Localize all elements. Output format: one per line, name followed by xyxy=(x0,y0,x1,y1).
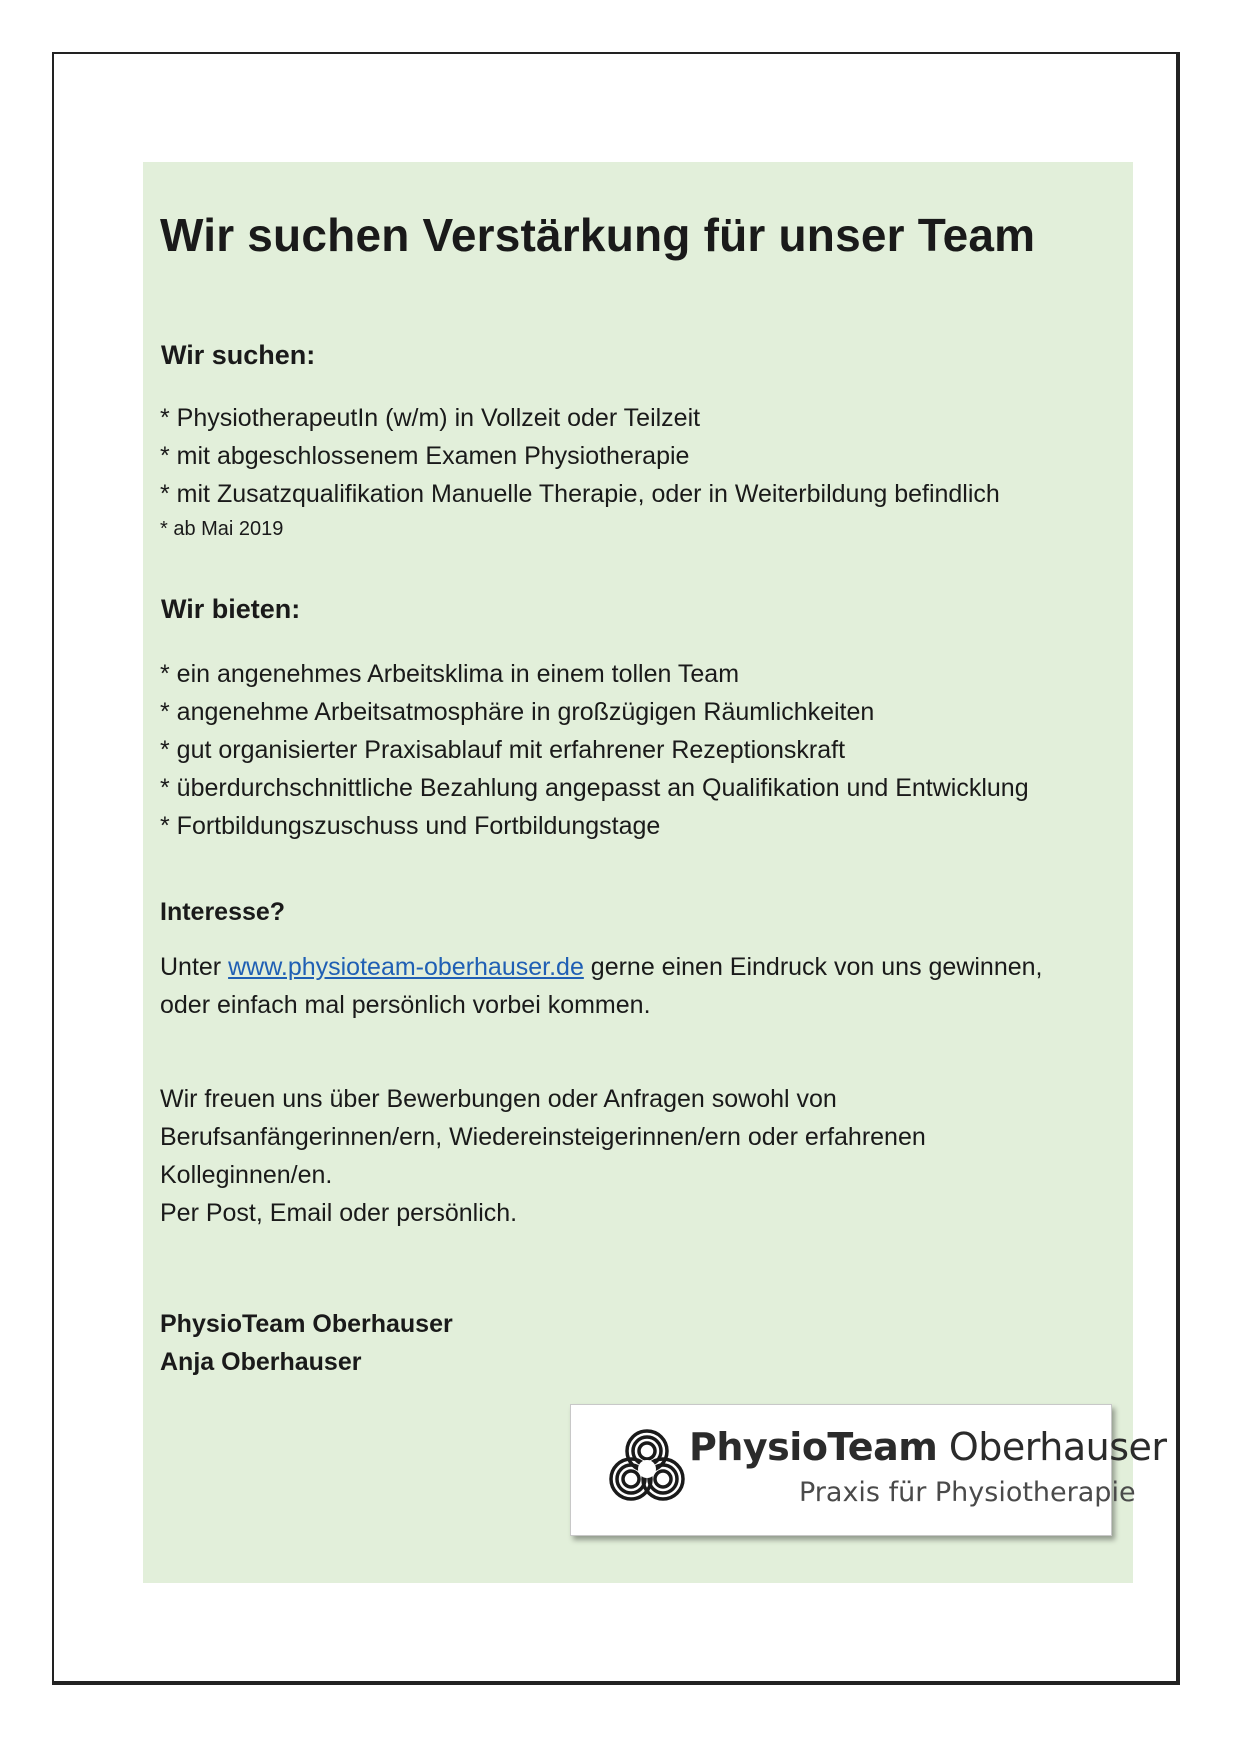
logo-name-bold: PhysioTeam xyxy=(689,1425,938,1469)
website-link[interactable]: www.physioteam-oberhauser.de xyxy=(228,953,584,981)
closing-line: Per Post, Email oder persönlich. xyxy=(160,1199,518,1227)
list-item: * mit abgeschlossenem Examen Physiotherapie xyxy=(160,442,690,470)
list-item: * angenehme Arbeitsatmosphäre in großzügigen Räumlichkeiten xyxy=(160,698,875,726)
closing-line: Wir freuen uns über Bewerbungen oder Anfragen sowohl von xyxy=(160,1085,837,1113)
closing-line: Berufsanfängerinnen/ern, Wiedereinsteigerinnen/ern oder erfahrenen xyxy=(160,1123,926,1151)
logo-subtitle: Praxis für Physiotherapie xyxy=(799,1477,1136,1508)
interest-prefix: Unter xyxy=(160,953,229,981)
interest-title: Interesse? xyxy=(160,898,286,926)
headline: Wir suchen Verstärkung für unser Team xyxy=(160,209,1036,261)
offer-list xyxy=(160,655,1029,845)
list-item: * gut organisierter Praxisablauf mit erfahrener Rezeptionskraft xyxy=(160,736,846,764)
interest-text xyxy=(160,948,1043,1024)
interest-line-2: oder einfach mal persönlich vorbei kommen. xyxy=(160,991,651,1019)
requirements-list xyxy=(160,399,1000,513)
offer-title: Wir bieten: xyxy=(161,594,301,624)
closing-paragraph xyxy=(160,1080,926,1232)
physioteam-logo-icon xyxy=(607,1427,687,1507)
logo-name-regular: Oberhauser xyxy=(937,1425,1167,1469)
signature-company: PhysioTeam Oberhauser xyxy=(160,1310,453,1338)
list-item: * ein angenehmes Arbeitsklima in einem tollen Team xyxy=(160,660,740,688)
company-logo xyxy=(570,1404,1167,1536)
signature-person: Anja Oberhauser xyxy=(160,1348,362,1376)
list-item: * mit Zusatzqualifikation Manuelle Therapie, oder in Weiterbildung befindlich xyxy=(160,480,1000,508)
list-item: * Fortbildungszuschuss und Fortbildungstage xyxy=(160,812,661,840)
start-date-note: * ab Mai 2019 xyxy=(160,518,284,540)
interest-suffix: gerne einen Eindruck von uns gewinnen, xyxy=(583,953,1043,981)
closing-line: Kolleginnen/en. xyxy=(160,1161,333,1189)
requirements-title: Wir suchen: xyxy=(161,340,316,370)
logo-name xyxy=(689,1425,1167,1469)
list-item: * PhysiotherapeutIn (w/m) in Vollzeit oder Teilzeit xyxy=(160,404,701,432)
list-item: * überdurchschnittliche Bezahlung angepasst an Qualifikation und Entwicklung xyxy=(160,774,1029,802)
